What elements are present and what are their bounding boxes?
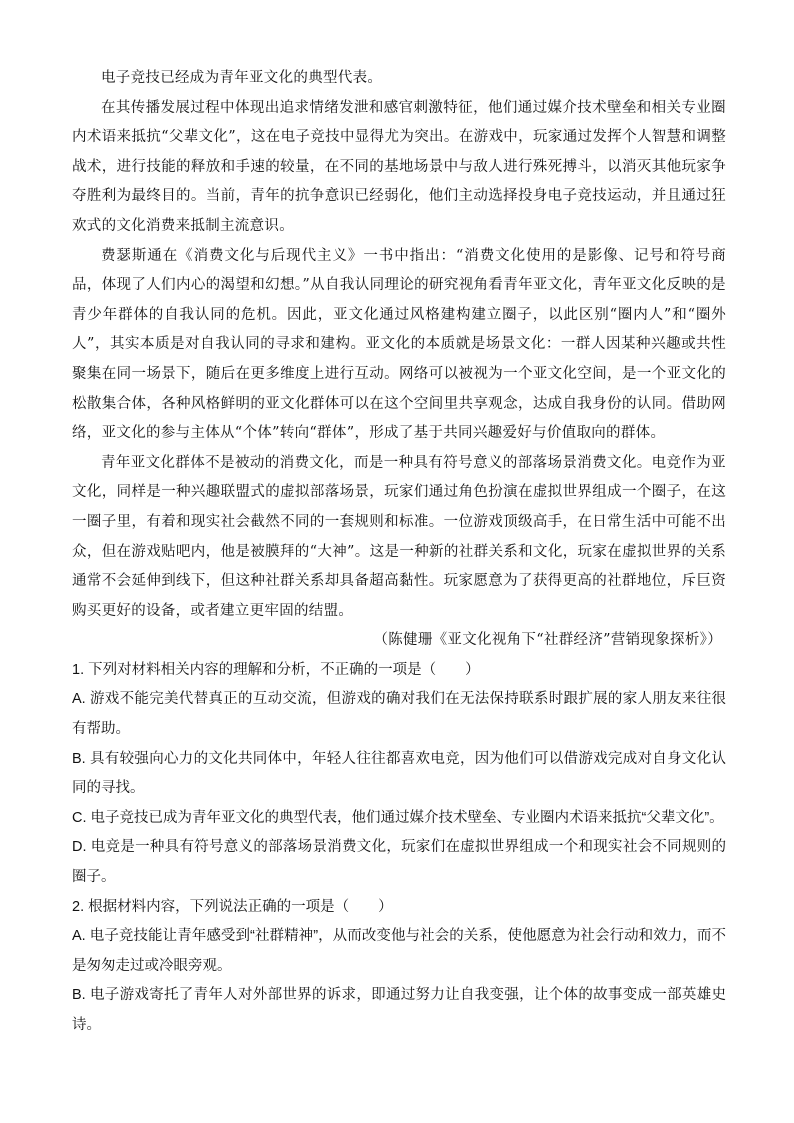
option-text: 电子竞技能让青年感受到“社群精神”，从而改变他与社会的关系，使他愿意为社会行动和效力，而不是匆匆走过或冷眼旁观。 xyxy=(72,928,726,974)
paragraph-2: 在其传播发展过程中体现出追求情绪发泄和感官刺激特征，他们通过媒介技术壁垒和相关专业圈内术语来抵抗“父辈文化”，这在电子竞技中显得尤为突出。在游戏中，玩家通过发挥个人智慧和调整战术，进行技能的释放和手速的较量，在不同的基地场景中与敌人进行殊死搏斗，以消灭其他玩家争夺胜利为最终目的。当前，青年的抗争意识已经弱化，他们主动选择投身电子竞技运动，并且通过狂欢式的文化消费来抵制主流意识。 xyxy=(72,99,726,234)
question-2-stem: 2. 根据材料内容，下列说法正确的一项是（ ） xyxy=(72,898,393,915)
question-2-option-a xyxy=(72,922,726,981)
question-1-option-c xyxy=(72,804,726,834)
question-1-stem: 1. 下列对材料相关内容的理解和分析，不正确的一项是（ ） xyxy=(72,661,480,678)
paragraph-1: 电子竞技已经成为青年亚文化的典型代表。 xyxy=(101,70,383,86)
paragraph-3: 费瑟斯通在《消费文化与后现代主义》一书中指出：“消费文化使用的是影像、记号和符号商品，体现了人们内心的渴望和幻想。”从自我认同理论的研究视角看青年亚文化，青年亚文化反映的是青少年群体的自我认同的危机。因此，亚文化通过风格建构建立圈子，以此区别“圈内人”和“圈外人”，其实本质是对自我认同的寻求和建构。亚文化的本质就是场景文化：一群人因某种兴趣或共性聚集在同一场景下，随后在更多维度上进行互动。网络可以被视为一个亚文化空间，是一个亚文化的松散集合体，各种风格鲜明的亚文化群体可以在这个空间里共享观念，达成自我身份的认同。借助网络，亚文化的参与主体从“个体”转向“群体”，形成了基于共同兴趣爱好与价值取向的群体。 xyxy=(72,247,726,442)
question-1-option-b xyxy=(72,745,726,804)
source-citation: （陈健珊《亚文化视角下“社群经济”营销现象探析》） xyxy=(373,632,722,649)
option-text: 游戏不能完美代替真正的互动交流，但游戏的确对我们在无法保持联系时跟扩展的家人朋友来往很有帮助。 xyxy=(72,691,726,738)
option-text: 电子游戏寄托了青年人对外部世界的诉求，即通过努力让自我变强，让个体的故事变成一部英雄史诗。 xyxy=(72,987,726,1033)
option-letter: B. xyxy=(72,987,86,1004)
option-letter: D. xyxy=(72,839,87,856)
paragraph-4: 青年亚文化群体不是被动的消费文化，而是一种具有符号意义的部落场景消费文化。电竞作为亚文化，同样是一种兴趣联盟式的虚拟部落场景，玩家们通过角色扮演在虚拟世界组成一个圈子，在这一圈子里，有着和现实社会截然不同的一套规则和标准。一位游戏顶级高手，在日常生活中可能不出众，但在游戏贴吧内，他是被膜拜的“大神”。这是一种新的社群关系和文化，玩家在虚拟世界的关系通常不会延伸到线下，但这种社群关系却具备超高黏性。玩家愿意为了获得更高的社群地位，斥巨资购买更好的设备，或者建立更牢固的结盟。 xyxy=(72,454,726,619)
option-letter: B. xyxy=(72,750,86,767)
document-page xyxy=(72,64,726,1041)
question-2-option-b xyxy=(72,981,726,1040)
option-letter: C. xyxy=(72,809,87,826)
option-text: 电竞是一种具有符号意义的部落场景消费文化，玩家们在虚拟世界组成一个和现实社会不同规则的圈子。 xyxy=(72,839,726,886)
option-text: 具有较强向心力的文化共同体中，年轻人往往都喜欢电竞，因为他们可以借游戏完成对自身文化认同的寻找。 xyxy=(72,750,726,797)
question-1 xyxy=(72,656,726,893)
question-1-option-a xyxy=(72,685,726,744)
option-letter: A. xyxy=(72,928,86,945)
question-2 xyxy=(72,893,726,1041)
option-letter: A. xyxy=(72,691,86,708)
question-1-option-d xyxy=(72,833,726,892)
option-text: 电子竞技已成为青年亚文化的典型代表，他们通过媒介技术壁垒、专业圈内术语来抵抗“父辈文化”。 xyxy=(90,809,724,826)
